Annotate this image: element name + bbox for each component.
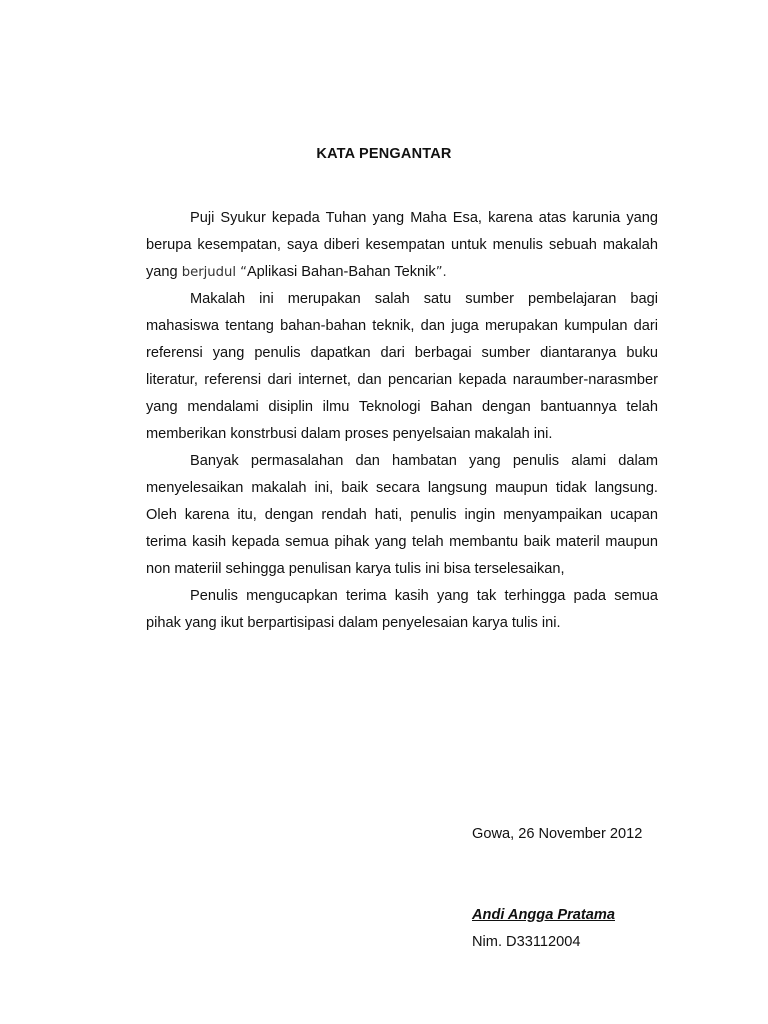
signer-name: Andi Angga Pratama — [472, 907, 615, 923]
signer-nim: Nim. D33112004 — [472, 934, 581, 950]
paragraph-1-book-title: Aplikasi Bahan-Bahan Teknik — [246, 264, 436, 280]
quote-close: ”. — [435, 265, 447, 280]
body-text — [146, 205, 658, 637]
paragraph-3: Banyak permasalahan dan hambatan yang penulis alami dalam menyelesaikan makalah ini, baik secara langsung maupun tidak langsung. Oleh karena itu, dengan rendah hati, penulis ingin menyampaikan ucapan terima kasih kepada semua pihak yang telah membantu baik materil maupun non materiil sehingga penulisan karya tulis ini bisa terselesaikan, — [146, 453, 658, 577]
quote-open: “ — [240, 265, 247, 280]
paragraph-1-text: Puji Syukur kepada Tuhan yang Maha Esa, karena atas karunia yang berupa kesempatan, saya diberi kesempatan untuk menulis sebuah makalah yang — [146, 210, 658, 280]
paragraph-1-soft-word: berjudul — [181, 265, 237, 280]
paragraph-4: Penulis mengucapkan terima kasih yang tak terhingga pada semua pihak yang ikut berpartisipasi dalam penyelesaian karya tulis ini. — [146, 588, 658, 631]
page-title: KATA PENGANTAR — [316, 146, 452, 162]
paragraph-2: Makalah ini merupakan salah satu sumber pembelajaran bagi mahasiswa tentang bahan-bahan teknik, dan juga merupakan kumpulan dari referensi yang penulis dapatkan dari berbagai sumber diantaranya buku literatur, referensi dari internet, dan pencarian kepada naraumber-narasmber yang mendalami disiplin ilmu Teknologi Bahan dengan bantuannya telah memberikan konstrbusi dalam proses penyelsaian makalah ini. — [146, 291, 658, 442]
paragraph-1 — [146, 205, 658, 286]
place-date: Gowa, 26 November 2012 — [472, 826, 643, 842]
